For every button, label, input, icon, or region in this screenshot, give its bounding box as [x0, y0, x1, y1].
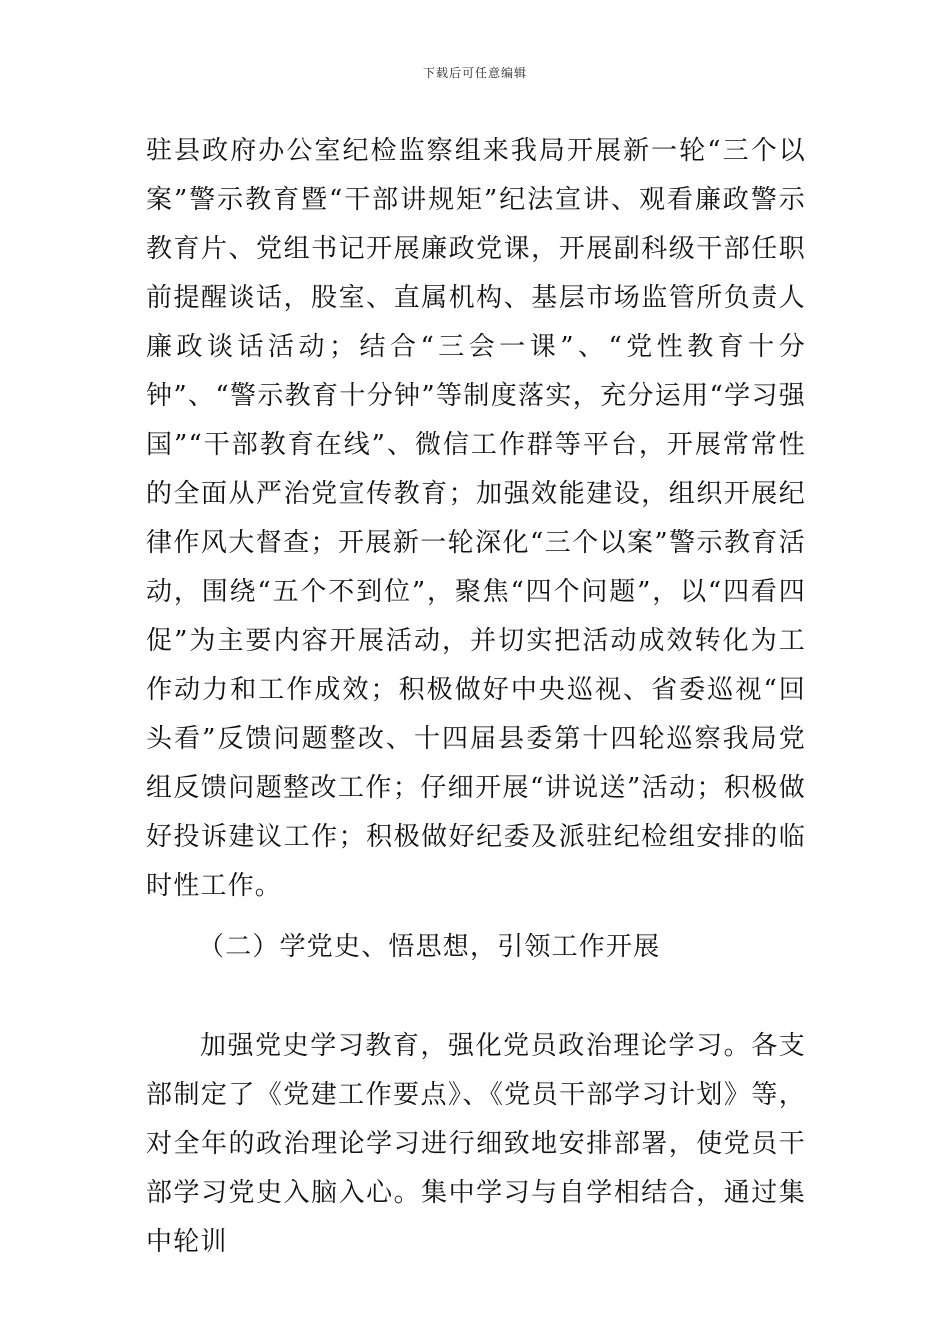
section-heading: （二）学党史、悟思想，引领工作开展 — [198, 932, 661, 962]
body-paragraph-2: 加强党史学习教育，强化党员政治理论学习。各支部制定了《党建工作要点》、《党员干部学习计划》等，对全年的政治理论学习进行细致地安排部署，使党员干部学习党史入脑入心。集中学习与自学相结合，通过集中轮训 — [146, 1031, 806, 1257]
body-paragraph-1: 驻县政府办公室纪检监察组来我局开展新一轮“三个以案”警示教育暨“干部讲规矩”纪法宣讲、观看廉政警示教育片、党组书记开展廉政党课，开展副科级干部任职前提醒谈话，股室、直属机构、基层市场监管所负责人廉政谈话活动；结合“三会一课”、“党性教育十分钟”、“警示教育十分钟”等制度落实，充分运用“学习强国”“干部教育在线”、微信工作群等平台，开展常常性的全面从严治党宣传教育；加强效能建设，组织开展纪律作风大督查；开展新一轮深化“三个以案”警示教育活动，围绕“五个不到位”，聚焦“四个问题”，以“四看四促”为主要内容开展活动，并切实把活动成效转化为工作动力和工作成效；积极做好中央巡视、省委巡视“回头看”反馈问题整改、十四届县委第十四轮巡察我局党组反馈问题整改工作；仔细开展“讲说送”活动；积极做好投诉建议工作；积极做好纪委及派驻纪检组安排的临时性工作。 — [146, 136, 806, 901]
page-header: 下载后可任意编辑 — [422, 66, 527, 80]
